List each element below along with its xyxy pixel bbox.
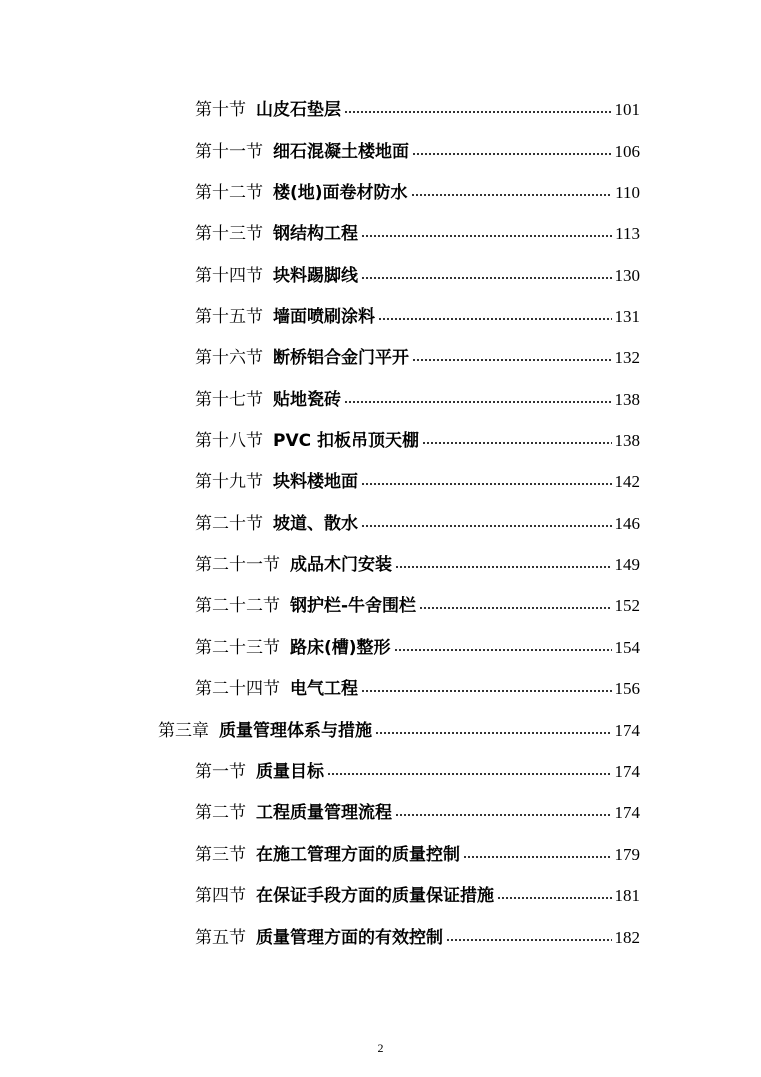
toc-entry[interactable] [195,883,640,909]
toc-entry-number: 第四节 [195,886,246,906]
toc-entry-title: 钢护栏-牛舍围栏 [290,596,417,616]
toc-entry-page: 174 [614,803,640,822]
dot-leader [327,772,612,776]
toc-entry[interactable] [195,221,640,247]
toc-entry-title: 工程质量管理流程 [256,803,392,823]
toc-entry[interactable] [195,387,640,413]
dot-leader [419,606,611,610]
toc-entry-number: 第二十二节 [195,596,280,616]
toc-entry-number: 第五节 [195,928,246,948]
toc-entry-page: 152 [614,596,640,615]
toc-entry-title: 成品木门安装 [290,555,392,575]
dot-leader [375,731,612,735]
toc-entry-page: 130 [614,266,640,285]
toc-entry[interactable] [195,263,640,289]
toc-entry[interactable] [195,552,640,578]
toc-entry-title: 质量管理体系与措施 [219,721,372,741]
toc-entry-number: 第十七节 [195,390,263,410]
toc-entry-title: 钢结构工程 [273,224,358,244]
toc-entry-page: 154 [614,638,640,657]
toc-entry[interactable] [195,428,640,454]
dot-leader [344,400,612,404]
dot-leader [412,358,612,362]
toc-entry-title: 楼(地)面卷材防水 [273,183,408,203]
toc-entry-title: 山皮石垫层 [256,100,341,120]
dot-leader [497,896,612,900]
dot-leader [344,110,612,114]
toc-entry-number: 第三章 [158,721,209,741]
toc-entry-title: 路床(槽)整形 [290,638,391,658]
toc-entry-number: 第十三节 [195,224,263,244]
dot-leader [411,193,613,197]
toc-entry-title: 在施工管理方面的质量控制 [256,845,460,865]
toc-entry-number: 第十一节 [195,142,263,162]
dot-leader [361,482,612,486]
toc-entry[interactable] [195,593,640,619]
toc-entry-number: 第一节 [195,762,246,782]
dot-leader [422,441,611,445]
dot-leader [412,152,612,156]
toc-entry-title: 质量管理方面的有效控制 [256,928,443,948]
toc-entry-title: 坡道、散水 [273,514,358,534]
toc-entry[interactable] [195,676,640,702]
dot-leader [361,276,612,280]
toc-entry-page: 110 [615,183,640,202]
toc-entry-number: 第十四节 [195,266,263,286]
dot-leader [446,938,612,942]
toc-entry-page: 101 [614,100,640,119]
toc-entry[interactable] [195,304,640,330]
toc-entry-title: 贴地瓷砖 [273,390,341,410]
toc-entry-page: 106 [614,142,640,161]
toc-entry-page: 138 [614,390,640,409]
toc-entry[interactable] [195,469,640,495]
toc-entry-number: 第二十节 [195,514,263,534]
page-number: 2 [377,1041,384,1055]
toc-entry-number: 第十八节 [195,431,263,451]
toc-entry-title: 墙面喷刷涂料 [273,307,375,327]
toc-entry-number: 第二十一节 [195,555,280,575]
toc-entry-number: 第二十三节 [195,638,280,658]
toc-entry[interactable] [195,511,640,537]
toc-entry-title: PVC 扣板吊顶天棚 [273,431,420,451]
dot-leader [361,524,612,528]
dot-leader [361,689,612,693]
toc-entry-page: 156 [614,679,640,698]
toc-entry-page: 132 [614,348,640,367]
toc-entry[interactable] [195,97,640,123]
dot-leader [378,317,612,321]
toc-entry-page: 142 [614,472,640,491]
toc-entry[interactable] [195,139,640,165]
toc-entry[interactable] [195,800,640,826]
toc-entry-title: 在保证手段方面的质量保证措施 [256,886,494,906]
toc-entry-number: 第十二节 [195,183,263,203]
toc-entry[interactable] [195,842,640,868]
toc-entry-page: 181 [614,886,640,905]
toc-entry-title: 质量目标 [256,762,324,782]
toc-entry-page: 174 [614,721,640,740]
toc-entry-page: 174 [614,762,640,781]
toc-entry-page: 179 [614,845,640,864]
toc-entry-title: 块料踢脚线 [273,266,358,286]
toc-entry-page: 149 [614,555,640,574]
dot-leader [395,565,612,569]
dot-leader [361,234,612,238]
toc-entry-number: 第十九节 [195,472,263,492]
toc-entry-title: 细石混凝土楼地面 [273,142,409,162]
toc-entry-number: 第三节 [195,845,246,865]
toc-entry-page: 182 [614,928,640,947]
toc-entry[interactable] [195,635,640,661]
toc-entry[interactable] [195,759,640,785]
toc-chapter-entry[interactable] [158,718,640,744]
toc-entry-number: 第二十四节 [195,679,280,699]
toc-entry-page: 113 [615,224,640,243]
toc-entry[interactable] [195,345,640,371]
dot-leader [395,813,612,817]
toc-entry-number: 第十节 [195,100,246,120]
toc-entry-number: 第十六节 [195,348,263,368]
dot-leader [394,648,612,652]
toc-entry[interactable] [195,925,640,951]
toc-entry-number: 第十五节 [195,307,263,327]
toc-entry-title: 断桥铝合金门平开 [273,348,409,368]
toc-entry-page: 138 [614,431,640,450]
toc-entry-title: 块料楼地面 [273,472,358,492]
toc-entry-page: 131 [614,307,640,326]
toc-entry[interactable] [195,180,640,206]
toc-entry-title: 电气工程 [290,679,358,699]
toc-entry-page: 146 [614,514,640,533]
toc-entry-number: 第二节 [195,803,246,823]
dot-leader [463,855,612,859]
